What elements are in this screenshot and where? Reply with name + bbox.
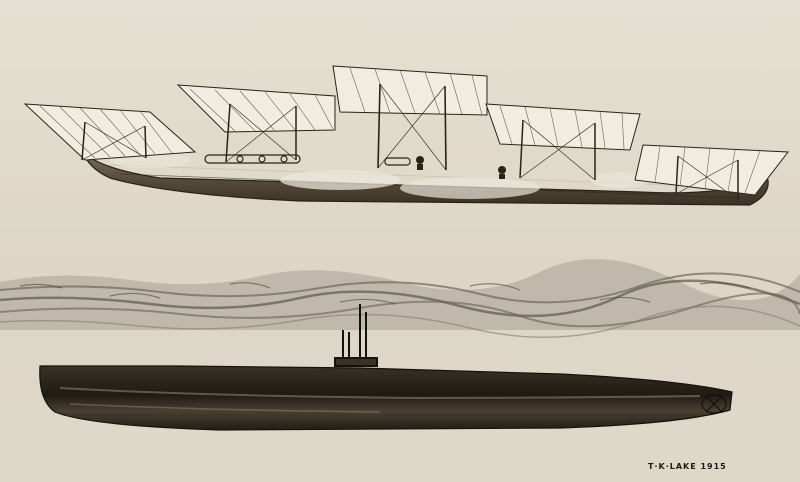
artist-signature: T·K·LAKE 1915 (648, 462, 727, 471)
